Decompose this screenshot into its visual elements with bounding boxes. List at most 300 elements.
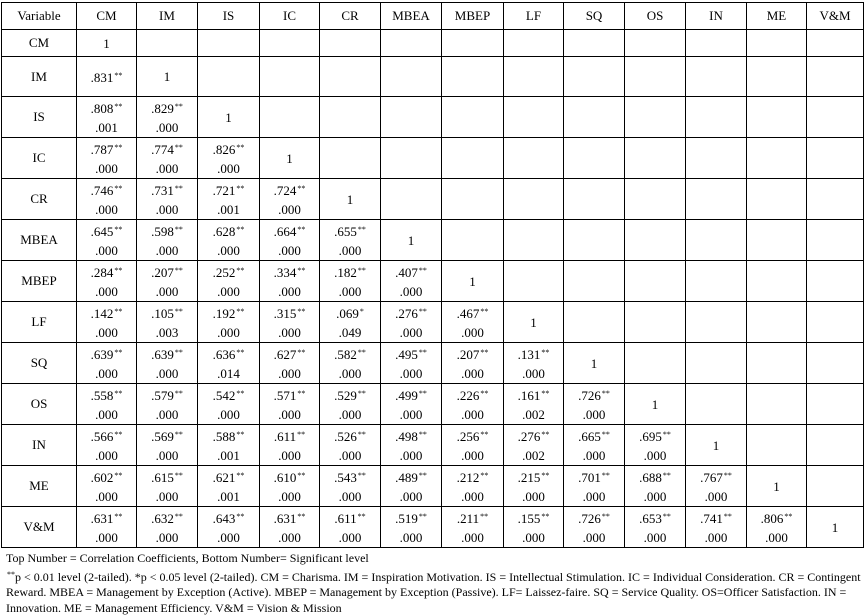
empty-cell <box>807 466 864 507</box>
significance-value: .000 <box>278 530 301 545</box>
significance-mark: ** <box>236 184 245 193</box>
significance-value: .000 <box>95 448 118 463</box>
significance-mark: ** <box>601 471 610 480</box>
significance-value: .000 <box>95 366 118 381</box>
header-col: MBEP <box>442 3 504 30</box>
empty-cell <box>442 179 504 220</box>
significance-value: .000 <box>217 407 240 422</box>
significance-mark: ** <box>418 430 427 439</box>
correlation-cell <box>504 343 564 384</box>
coefficient-value: .787 <box>90 142 114 157</box>
diagonal-value: 1 <box>225 109 232 125</box>
coefficient-value: .256 <box>456 429 480 444</box>
correlation-cell <box>137 425 198 466</box>
significance-mark: ** <box>357 225 366 234</box>
coefficient-line <box>260 302 319 323</box>
coefficient-line <box>381 302 441 323</box>
coefficient-value: .653 <box>639 511 662 526</box>
empty-cell <box>807 138 864 179</box>
coefficient-value: .212 <box>456 470 480 485</box>
significance-mark: ** <box>174 143 183 152</box>
correlation-cell <box>77 97 137 138</box>
correlation-cell <box>137 466 198 507</box>
correlation-cell <box>77 179 137 220</box>
coefficient-line <box>381 507 441 528</box>
significance-mark: ** <box>174 430 183 439</box>
coefficient-value: .615 <box>151 470 174 485</box>
coefficient-value: .207 <box>151 265 174 280</box>
empty-cell <box>686 302 747 343</box>
coefficient-value: .276 <box>395 306 418 321</box>
coefficient-line <box>198 302 259 323</box>
significance-value: .000 <box>582 489 606 504</box>
coefficient-line <box>320 384 380 405</box>
empty-cell <box>747 220 807 261</box>
empty-cell <box>381 138 442 179</box>
coefficient-line <box>504 466 563 487</box>
diagonal-cell <box>442 261 504 302</box>
coefficient-line <box>686 507 746 528</box>
significance-value: .000 <box>155 407 179 422</box>
correlation-matrix-table <box>1 2 864 548</box>
significance-mark: ** <box>418 307 427 316</box>
significance-mark: ** <box>357 512 366 521</box>
correlation-cell <box>442 343 504 384</box>
row-label: OS <box>2 384 77 425</box>
coefficient-line <box>504 507 563 528</box>
significance-value: .000 <box>461 366 484 381</box>
table-row <box>2 57 864 97</box>
coefficient-value: .284 <box>90 265 114 280</box>
table-row <box>2 425 864 466</box>
table-row <box>2 343 864 384</box>
diagonal-value: 1 <box>831 519 839 535</box>
significance-value: .000 <box>95 489 118 504</box>
correlation-cell <box>381 507 442 548</box>
diagonal-value: 1 <box>651 396 659 412</box>
coefficient-line <box>77 261 136 282</box>
coefficient-line <box>198 138 259 159</box>
coefficient-value: .211 <box>456 511 480 526</box>
coefficient-line <box>381 261 441 282</box>
significance-mark: ** <box>174 184 183 193</box>
header-col: ME <box>747 3 807 30</box>
notes-line-2 <box>6 567 862 616</box>
coefficient-line <box>198 466 259 487</box>
table-row <box>2 507 864 548</box>
correlation-cell <box>564 384 625 425</box>
coefficient-value: .767 <box>700 470 723 485</box>
row-label: IN <box>2 425 77 466</box>
coefficient-line <box>198 425 259 446</box>
diagonal-value: 1 <box>163 69 171 84</box>
significance-value: .000 <box>461 448 484 463</box>
significance-mark: ** <box>174 307 183 316</box>
coefficient-line <box>381 425 441 446</box>
correlation-cell <box>625 466 686 507</box>
empty-cell <box>442 220 504 261</box>
significance-mark: ** <box>601 389 610 398</box>
empty-cell <box>625 343 686 384</box>
coefficient-value: .602 <box>90 470 114 485</box>
empty-cell <box>442 97 504 138</box>
diagonal-cell <box>198 97 260 138</box>
correlation-cell <box>198 384 260 425</box>
correlation-cell <box>320 507 381 548</box>
empty-cell <box>686 261 747 302</box>
coefficient-value: .569 <box>151 429 174 444</box>
empty-cell <box>504 179 564 220</box>
significance-value: .000 <box>522 489 545 504</box>
notes-abbreviations: p < 0.01 level (2-tailed). *p < 0.05 level (2-tailed). CM = Charisma. IM = Inspiration Motivation. IS = Intellectual Stimulation. IC = Individual Consideration. CR = Contingent Reward. MBEA = Management by Exception (Active). MBEP = Management by Exception (Passive). LF= Laissez-faire. SQ = Service Quality. OS=Officer Satisfaction. IN = Innovation. ME = Management Efficiency. V&M = Vision & Mission <box>6 569 861 615</box>
significance-value: .001 <box>217 202 240 217</box>
coefficient-line <box>137 138 197 159</box>
significance-mark: ** <box>236 389 245 398</box>
significance-value: .000 <box>217 161 240 176</box>
coefficient-line <box>260 466 319 487</box>
coefficient-value: .831 <box>90 70 114 85</box>
coefficient-line <box>442 302 503 323</box>
diagonal-cell <box>77 30 137 57</box>
significance-mark: ** <box>174 512 183 521</box>
significance-mark: ** <box>357 389 366 398</box>
significance-mark: ** <box>174 266 183 275</box>
diagonal-cell <box>625 384 686 425</box>
row-label: IM <box>2 57 77 97</box>
correlation-cell <box>77 466 137 507</box>
coefficient-value: .519 <box>395 511 418 526</box>
empty-cell <box>625 179 686 220</box>
header-col: LF <box>504 3 564 30</box>
significance-mark: ** <box>114 430 123 439</box>
significance-value: .002 <box>522 407 545 422</box>
significance-value: .000 <box>643 489 667 504</box>
header-col: OS <box>625 3 686 30</box>
correlation-cell <box>198 302 260 343</box>
empty-cell <box>564 261 625 302</box>
empty-cell <box>504 30 564 57</box>
coefficient-line <box>137 302 197 323</box>
significance-mark: ** <box>236 348 245 357</box>
coefficient-line <box>198 261 259 282</box>
significance-value: .000 <box>461 407 484 422</box>
significance-value: .000 <box>399 489 423 504</box>
coefficient-value: .489 <box>395 470 418 485</box>
significance-mark: ** <box>236 307 245 316</box>
diagonal-value: 1 <box>346 191 354 207</box>
significance-value: .000 <box>399 284 423 299</box>
significance-value: .000 <box>399 448 423 463</box>
table-row <box>2 261 864 302</box>
coefficient-line <box>442 384 503 405</box>
table-row <box>2 97 864 138</box>
significance-value: .000 <box>278 243 301 258</box>
correlation-cell <box>564 466 625 507</box>
significance-mark: ** <box>114 471 123 480</box>
correlation-cell <box>77 57 137 97</box>
significance-mark: ** <box>541 512 550 521</box>
empty-cell <box>564 30 625 57</box>
significance-value: .000 <box>338 489 362 504</box>
diagonal-cell <box>747 466 807 507</box>
coefficient-value: .529 <box>334 388 357 403</box>
correlation-cell <box>137 138 198 179</box>
coefficient-line <box>198 384 259 405</box>
coefficient-value: .105 <box>151 306 174 321</box>
empty-cell <box>320 138 381 179</box>
empty-cell <box>747 384 807 425</box>
coefficient-value: .741 <box>700 511 723 526</box>
significance-mark: ** <box>297 512 306 521</box>
correlation-cell <box>260 425 320 466</box>
coefficient-line <box>137 466 197 487</box>
empty-cell <box>747 343 807 384</box>
correlation-cell <box>686 507 747 548</box>
correlation-cell <box>320 425 381 466</box>
significance-value: .000 <box>155 120 179 135</box>
coefficient-line <box>442 343 503 364</box>
coefficient-value: .192 <box>212 306 236 321</box>
significance-mark: ** <box>357 430 366 439</box>
significance-mark: ** <box>114 266 123 275</box>
coefficient-value: .731 <box>151 183 174 198</box>
coefficient-line <box>137 97 197 118</box>
coefficient-value: .695 <box>639 429 662 444</box>
correlation-cell <box>260 466 320 507</box>
correlation-cell <box>504 384 564 425</box>
coefficient-value: .643 <box>212 511 236 526</box>
diagonal-cell <box>137 57 198 97</box>
coefficient-value: .543 <box>334 470 357 485</box>
significance-mark: ** <box>236 512 245 521</box>
significance-value: .000 <box>582 448 606 463</box>
header-col: IM <box>137 3 198 30</box>
empty-cell <box>442 138 504 179</box>
coefficient-line <box>504 384 563 405</box>
correlation-cell <box>504 466 564 507</box>
diagonal-value: 1 <box>286 150 293 166</box>
table-row <box>2 466 864 507</box>
correlation-cell <box>442 425 504 466</box>
header-col: IS <box>198 3 260 30</box>
significance-value: .000 <box>461 530 484 545</box>
correlation-cell <box>198 138 260 179</box>
row-label: V&M <box>2 507 77 548</box>
significance-mark: ** <box>418 348 427 357</box>
significance-value: .000 <box>522 366 545 381</box>
significance-mark: ** <box>114 348 123 357</box>
significance-mark: ** <box>601 512 610 521</box>
empty-cell <box>625 302 686 343</box>
diagonal-cell <box>320 179 381 220</box>
coefficient-value: .726 <box>578 388 601 403</box>
significance-mark: ** <box>114 512 123 521</box>
row-label: IC <box>2 138 77 179</box>
correlation-cell <box>77 384 137 425</box>
empty-cell <box>137 30 198 57</box>
significance-mark: ** <box>480 430 489 439</box>
coefficient-line <box>320 507 380 528</box>
empty-cell <box>504 220 564 261</box>
correlation-cell <box>686 466 747 507</box>
coefficient-value: .495 <box>395 347 418 362</box>
correlation-cell <box>320 261 381 302</box>
significance-mark: ** <box>174 471 183 480</box>
row-label: MBEP <box>2 261 77 302</box>
significance-mark: ** <box>297 266 306 275</box>
empty-cell <box>564 302 625 343</box>
empty-cell <box>564 97 625 138</box>
coefficient-line <box>77 384 136 405</box>
significance-value: .000 <box>399 366 423 381</box>
empty-cell <box>625 138 686 179</box>
significance-value: .000 <box>704 489 728 504</box>
empty-cell <box>564 220 625 261</box>
empty-cell <box>564 179 625 220</box>
significance-value: .001 <box>217 489 240 504</box>
coefficient-value: .621 <box>212 470 236 485</box>
coefficient-line <box>137 179 197 200</box>
coefficient-line <box>625 507 685 528</box>
coefficient-line <box>260 343 319 364</box>
coefficient-line <box>260 507 319 528</box>
empty-cell <box>625 220 686 261</box>
coefficient-value: .829 <box>151 101 174 116</box>
coefficient-value: .632 <box>151 511 174 526</box>
empty-cell <box>320 97 381 138</box>
significance-mark: ** <box>357 471 366 480</box>
correlation-cell <box>137 220 198 261</box>
significance-value: .000 <box>338 243 362 258</box>
empty-cell <box>807 425 864 466</box>
correlation-cell <box>625 425 686 466</box>
empty-cell <box>807 302 864 343</box>
notes-line-1: Top Number = Correlation Coefficients, Bottom Number= Significant level <box>6 551 369 565</box>
correlation-cell <box>320 466 381 507</box>
coefficient-line <box>625 466 685 487</box>
significance-value: .000 <box>461 325 484 340</box>
significance-mark: ** <box>297 184 306 193</box>
coefficient-value: .558 <box>90 388 114 403</box>
notes-significance-mark: ** <box>7 569 15 579</box>
significance-value: .000 <box>338 530 362 545</box>
empty-cell <box>625 30 686 57</box>
correlation-cell <box>442 302 504 343</box>
correlation-cell <box>320 384 381 425</box>
correlation-cell <box>198 466 260 507</box>
correlation-cell <box>442 384 504 425</box>
correlation-cell <box>320 343 381 384</box>
significance-value: .000 <box>278 284 301 299</box>
correlation-cell <box>137 507 198 548</box>
header-col: V&M <box>807 3 864 30</box>
correlation-cell <box>625 507 686 548</box>
significance-value: .000 <box>95 161 118 176</box>
coefficient-value: .665 <box>578 429 601 444</box>
row-label: MBEA <box>2 220 77 261</box>
significance-value: .000 <box>155 489 179 504</box>
significance-mark: ** <box>297 348 306 357</box>
coefficient-value: .542 <box>212 388 236 403</box>
significance-mark: ** <box>541 430 550 439</box>
significance-value: .000 <box>582 407 606 422</box>
coefficient-value: .334 <box>273 265 297 280</box>
empty-cell <box>747 179 807 220</box>
table-header-row <box>2 3 864 30</box>
significance-mark: ** <box>480 512 489 521</box>
empty-cell <box>686 384 747 425</box>
coefficient-value: .664 <box>273 224 297 239</box>
correlation-cell <box>77 507 137 548</box>
significance-value: .000 <box>278 407 301 422</box>
coefficient-line <box>320 220 380 241</box>
significance-mark: ** <box>723 512 732 521</box>
correlation-cell <box>442 507 504 548</box>
empty-cell <box>320 30 381 57</box>
coefficient-line <box>77 138 136 159</box>
coefficient-value: .155 <box>517 511 541 526</box>
coefficient-value: .808 <box>90 101 114 116</box>
diagonal-value: 1 <box>407 232 415 248</box>
significance-mark: ** <box>541 348 550 357</box>
empty-cell <box>381 97 442 138</box>
empty-cell <box>442 30 504 57</box>
row-label: SQ <box>2 343 77 384</box>
empty-cell <box>504 97 564 138</box>
significance-mark: ** <box>480 471 489 480</box>
significance-value: .000 <box>338 448 362 463</box>
empty-cell <box>807 179 864 220</box>
diagonal-cell <box>381 220 442 261</box>
significance-value: .000 <box>217 243 240 258</box>
significance-mark: ** <box>114 71 123 80</box>
empty-cell <box>260 30 320 57</box>
significance-value: .000 <box>155 284 179 299</box>
coefficient-line <box>442 507 503 528</box>
coefficient-value: .252 <box>212 265 236 280</box>
diagonal-value: 1 <box>590 355 598 371</box>
empty-cell <box>807 57 864 97</box>
table-row <box>2 30 864 57</box>
coefficient-line <box>137 507 197 528</box>
coefficient-value: .207 <box>456 347 480 362</box>
significance-value: .000 <box>704 530 728 545</box>
table-row <box>2 179 864 220</box>
header-col: CR <box>320 3 381 30</box>
coefficient-line <box>137 220 197 241</box>
coefficient-value: .724 <box>273 183 297 198</box>
coefficient-line <box>504 425 563 446</box>
significance-mark: ** <box>662 430 671 439</box>
coefficient-line <box>260 384 319 405</box>
coefficient-line <box>77 302 136 323</box>
significance-value: .000 <box>95 243 118 258</box>
coefficient-line <box>137 261 197 282</box>
correlation-cell <box>198 343 260 384</box>
coefficient-value: .627 <box>273 347 297 362</box>
empty-cell <box>381 57 442 97</box>
coefficient-value: .655 <box>334 224 357 239</box>
empty-cell <box>807 261 864 302</box>
significance-value: .002 <box>522 448 545 463</box>
coefficient-value: .774 <box>151 142 174 157</box>
significance-value: .000 <box>338 407 362 422</box>
significance-mark: ** <box>297 225 306 234</box>
significance-value: .000 <box>278 202 301 217</box>
coefficient-line <box>625 425 685 446</box>
correlation-cell <box>564 507 625 548</box>
correlation-cell <box>260 220 320 261</box>
